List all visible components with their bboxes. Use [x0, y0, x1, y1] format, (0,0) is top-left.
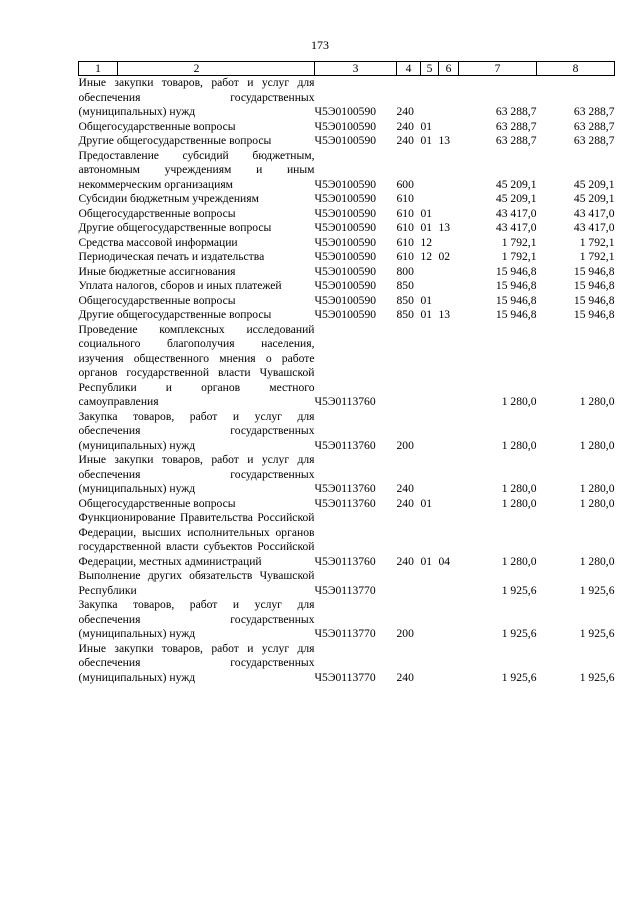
- row-value-col7: 1 925,6: [501, 627, 537, 640]
- row-name: Иные закупки товаров, работ и услуг для обеспечения государственных (муниципальных) нужд: [78, 76, 315, 118]
- row-subsection: [439, 279, 459, 294]
- table-header: [79, 62, 615, 76]
- header-cell: 6: [439, 62, 459, 76]
- row-section: [421, 453, 439, 497]
- row-section: [421, 323, 439, 410]
- row-value-col7: 15 946,8: [495, 308, 537, 321]
- row-value-col8: 1 280,0: [579, 496, 615, 510]
- row-code: Ч5Э0100590: [314, 221, 377, 234]
- row-value-col8: 63 288,7: [573, 119, 615, 133]
- row-section: 01: [420, 293, 433, 307]
- row-value-col7: 1 925,6: [501, 670, 537, 684]
- row-section: 01: [420, 308, 433, 321]
- row-name: Общегосударственные вопросы: [78, 206, 236, 220]
- row-group: 610: [396, 221, 414, 234]
- row-subsection: 13: [438, 221, 451, 234]
- row-group: 850: [396, 293, 414, 307]
- row-section: [421, 279, 439, 294]
- row-subsection: [439, 76, 459, 120]
- row-value-col8: 1 925,6: [579, 670, 615, 684]
- table-row: [79, 308, 615, 323]
- row-name: Субсидии бюджетным учреждениям: [78, 192, 259, 205]
- row-group: 240: [396, 134, 414, 147]
- row-name: Предоставление субсидий бюджетным, автономным учреждениям и иным некоммерческим организациям: [78, 148, 315, 191]
- row-name: Периодическая печать и издательства: [78, 250, 265, 263]
- budget-table: [78, 61, 615, 685]
- row-name: Уплата налогов, сборов и иных платежей: [78, 279, 282, 292]
- row-value-col7: 1 280,0: [501, 482, 537, 495]
- row-name: Выполнение других обязательств Чувашской Республики: [78, 569, 315, 597]
- row-code: Ч5Э0100590: [314, 177, 377, 191]
- row-code: Ч5Э0113760: [314, 482, 376, 495]
- row-name: Закупка товаров, работ и услуг для обеспечения государственных (муниципальных) нужд: [78, 598, 315, 640]
- row-value-col8: 1 792,1: [579, 235, 615, 249]
- row-group: 610: [396, 206, 414, 220]
- header-cell: 4: [397, 62, 421, 76]
- row-group: 800: [396, 264, 414, 278]
- row-subsection: 02: [438, 250, 451, 263]
- row-value-col7: 63 288,7: [495, 134, 537, 147]
- row-name: Общегосударственные вопросы: [78, 119, 236, 133]
- row-group: 200: [396, 627, 414, 640]
- row-code: Ч5Э0113770: [314, 670, 376, 684]
- row-section: 01: [420, 134, 433, 147]
- row-subsection: [439, 642, 459, 686]
- row-value-col8: 15 946,8: [573, 293, 615, 307]
- row-value-col8: 15 946,8: [573, 279, 615, 292]
- row-code: Ч5Э0100590: [314, 279, 377, 292]
- row-name: Другие общегосударственные вопросы: [78, 221, 272, 234]
- header-divider: [117, 62, 118, 75]
- row-code: Ч5Э0113770: [314, 583, 376, 597]
- row-group: 240: [396, 105, 414, 118]
- row-name: Закупка товаров, работ и услуг для обеспечения государственных (муниципальных) нужд: [78, 409, 315, 452]
- table-row: [79, 236, 615, 251]
- table-row: [79, 598, 615, 642]
- table-row: [79, 410, 615, 454]
- row-code: Ч5Э0100590: [314, 105, 377, 118]
- header-col-2: 2: [193, 62, 200, 75]
- table-row: [79, 207, 615, 222]
- row-subsection: 13: [438, 134, 451, 147]
- row-code: Ч5Э0113760: [314, 438, 376, 452]
- row-subsection: [439, 120, 459, 135]
- row-code: Ч5Э0100590: [314, 250, 377, 263]
- table-body: [79, 76, 615, 686]
- row-subsection: [439, 598, 459, 642]
- row-value-col8: 15 946,8: [573, 308, 615, 321]
- row-value-col8: 43 417,0: [573, 206, 615, 220]
- table-row: [79, 134, 615, 149]
- row-value-col8: 63 288,7: [573, 134, 615, 147]
- row-section: 12: [420, 235, 433, 249]
- row-value-col7: 1 792,1: [501, 235, 537, 249]
- table-row: [79, 323, 615, 410]
- row-subsection: [439, 569, 459, 598]
- row-name: Функционирование Правительства Российской Федерации, высших исполнительных органов государственной власти субъектов Российской Федерации, местных администраций: [78, 511, 315, 568]
- table-row: [79, 279, 615, 294]
- row-name: Иные закупки товаров, работ и услуг для обеспечения государственных (муниципальных) нужд: [78, 641, 315, 684]
- row-value-col7: 43 417,0: [495, 221, 537, 234]
- row-value-col7: 1 925,6: [501, 583, 537, 597]
- table-row: [79, 250, 615, 265]
- row-value-col7: 1 280,0: [501, 438, 537, 452]
- table-row: [79, 497, 615, 512]
- row-group: 610: [396, 235, 414, 249]
- row-value-col8: 1 925,6: [579, 627, 615, 640]
- row-subsection: [439, 453, 459, 497]
- row-value-col8: 43 417,0: [573, 221, 615, 234]
- row-subsection: 13: [438, 308, 451, 321]
- row-subsection: [439, 265, 459, 280]
- row-value-col7: 45 209,1: [495, 192, 537, 205]
- table-row: [79, 149, 615, 193]
- row-group: 240: [396, 670, 414, 684]
- row-code: Ч5Э0100590: [314, 264, 377, 278]
- row-value-col8: 1 792,1: [579, 250, 615, 263]
- row-section: [421, 265, 439, 280]
- row-code: Ч5Э0113760: [314, 395, 376, 408]
- row-section: 12: [420, 250, 433, 263]
- header-cell: 7: [459, 62, 537, 76]
- row-subsection: [439, 410, 459, 454]
- page-number: 173: [311, 38, 329, 52]
- table-row: [79, 453, 615, 497]
- row-code: Ч5Э0113760: [314, 496, 376, 510]
- table-row: [79, 569, 615, 598]
- row-code: Ч5Э0100590: [314, 134, 377, 147]
- row-section: 01: [420, 221, 433, 234]
- row-name: Иные бюджетные ассигнования: [78, 264, 236, 278]
- row-group: 610: [396, 250, 414, 263]
- row-subsection: [439, 236, 459, 251]
- row-section: [421, 642, 439, 686]
- header-cell: 8: [537, 62, 615, 76]
- row-value-col7: 63 288,7: [495, 105, 537, 118]
- row-value-col8: 1 280,0: [579, 554, 615, 568]
- row-code: Ч5Э0113760: [314, 554, 376, 568]
- row-code: Ч5Э0100590: [314, 293, 377, 307]
- row-group: 200: [396, 438, 414, 452]
- header-cell: 3: [315, 62, 397, 76]
- row-section: [421, 569, 439, 598]
- row-subsection: [439, 149, 459, 193]
- row-code: Ч5Э0100590: [314, 235, 377, 249]
- row-section: [421, 149, 439, 193]
- row-subsection: [439, 497, 459, 512]
- row-value-col7: 1 792,1: [501, 250, 537, 263]
- table-row: [79, 642, 615, 686]
- row-value-col7: 1 280,0: [501, 395, 537, 408]
- row-group: 240: [396, 482, 414, 495]
- table-row: [79, 511, 615, 569]
- row-value-col8: 15 946,8: [573, 264, 615, 278]
- row-code: Ч5Э0100590: [314, 308, 377, 321]
- row-subsection: [439, 192, 459, 207]
- row-group: 240: [396, 554, 414, 568]
- row-code: Ч5Э0100590: [314, 192, 377, 205]
- row-value-col7: 63 288,7: [495, 119, 537, 133]
- row-section: 01: [420, 496, 433, 510]
- row-value-col8: 45 209,1: [573, 177, 615, 191]
- table-row: [79, 192, 615, 207]
- row-section: 01: [420, 206, 433, 220]
- row-value-col7: 45 209,1: [495, 177, 537, 191]
- row-name: Другие общегосударственные вопросы: [78, 134, 272, 147]
- row-name: Общегосударственные вопросы: [78, 293, 236, 307]
- row-value-col8: 1 280,0: [579, 395, 615, 408]
- row-subsection: [439, 294, 459, 309]
- header-cell: [79, 62, 315, 76]
- table-row: [79, 120, 615, 135]
- header-row: [79, 62, 615, 76]
- row-group: [397, 569, 421, 598]
- row-name: Средства массовой информации: [78, 235, 238, 249]
- row-value-col7: 1 280,0: [501, 496, 537, 510]
- header-col-1: 1: [95, 62, 101, 75]
- table-row: [79, 76, 615, 120]
- row-section: [421, 76, 439, 120]
- row-subsection: 04: [438, 554, 451, 568]
- row-group: 240: [396, 119, 414, 133]
- row-value-col7: 15 946,8: [495, 279, 537, 292]
- row-group: 600: [396, 177, 414, 191]
- row-value-col7: 43 417,0: [495, 206, 537, 220]
- row-code: Ч5Э0100590: [314, 206, 377, 220]
- row-value-col7: 1 280,0: [501, 554, 537, 568]
- row-group: 240: [396, 496, 414, 510]
- table-row: [79, 294, 615, 309]
- row-value-col7: 15 946,8: [495, 264, 537, 278]
- table-row: [79, 221, 615, 236]
- row-group: 850: [396, 279, 414, 292]
- row-section: 01: [420, 119, 433, 133]
- row-section: [421, 598, 439, 642]
- row-code: Ч5Э0100590: [314, 119, 377, 133]
- row-section: [421, 410, 439, 454]
- row-value-col7: 15 946,8: [495, 293, 537, 307]
- row-group: [397, 323, 421, 410]
- row-name: Проведение комплексных исследований социального благополучия населения, изучения общественного мнения о работе органов государственной власти Чувашской Республики и органов местного самоуправления: [78, 322, 315, 408]
- row-value-col8: 45 209,1: [573, 192, 615, 205]
- row-section: 01: [420, 554, 433, 568]
- row-group: 850: [396, 308, 414, 321]
- row-name: Общегосударственные вопросы: [78, 496, 236, 510]
- row-section: [421, 192, 439, 207]
- row-subsection: [439, 323, 459, 410]
- table-row: [79, 265, 615, 280]
- row-name: Иные закупки товаров, работ и услуг для обеспечения государственных (муниципальных) нужд: [78, 453, 315, 495]
- row-value-col8: 63 288,7: [573, 105, 615, 118]
- header-cell: 5: [421, 62, 439, 76]
- row-value-col8: 1 925,6: [579, 583, 615, 597]
- row-value-col8: 1 280,0: [579, 482, 615, 495]
- row-code: Ч5Э0113770: [314, 627, 376, 640]
- row-group: 610: [396, 192, 414, 205]
- row-name: Другие общегосударственные вопросы: [78, 308, 272, 321]
- row-subsection: [439, 207, 459, 222]
- row-value-col8: 1 280,0: [579, 438, 615, 452]
